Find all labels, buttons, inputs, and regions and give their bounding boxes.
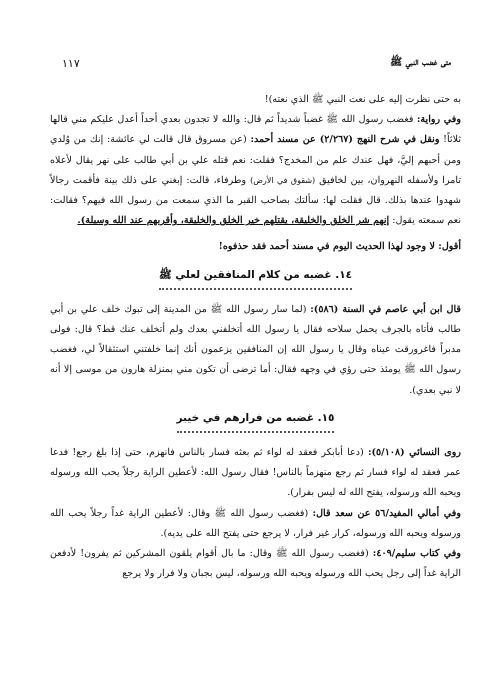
- paragraph-narration: [50, 544, 461, 584]
- paragraph-text: (فغضب رسول الله ﷺ وقال: ما بال أقوام يلقون المشركين ثم يفرون! لأدفعن الراية غداً إلى رجل يحب الله ورسوله ويحبه الله ورسوله، ليس بجبان ولا فرار ولا يرجع: [50, 548, 461, 580]
- running-title: متى غضب النبي ﷺ: [390, 57, 451, 68]
- heading-text: ١٥. غضبه من فرارهم في خيبر: [177, 408, 335, 433]
- hadith-emphasis: إنهم شر الخلق والخليقة، يقتلهم خير الخلق والخليقة، وأقربهم عند الله وسيلة).: [77, 215, 390, 227]
- heading-text: ١٤. غضبه من كلام المنافقين لعلي ﷺ: [159, 265, 352, 290]
- paragraph-text: به حتى نظرت إليه على نعت النبي ﷺ الذي نعته)!: [264, 94, 461, 105]
- section-heading-15: [50, 408, 461, 433]
- paragraph-narration: [50, 300, 461, 401]
- paragraph-narration: [50, 443, 461, 504]
- paragraph-narration: [50, 504, 461, 544]
- paragraph-text: (فغضب رسول الله ﷺ وقال: لأعطين الراية غداً رجلاً يحب الله ورسوله ويحبه الله ورسوله، كرار غير فرار، لا يرجع حتى يفتح الله على يديه).: [50, 507, 461, 539]
- paragraph-continuation: [50, 90, 461, 110]
- page-header: [62, 56, 451, 70]
- author-remark: [50, 237, 461, 257]
- paragraph-text: (دعا أبابكر فعقد له لواء ثم بعثه فسار بالناس فانهزم، حتى إذا بلغ رجع! فدعا عمر فعقد له لواء فسار ثم رجع منهزماً بالناس! فقال رسول الله: لأعطين الراية رجلاً يحب الله ورسوله ويحبه الله ورسوله، يفتح الله له ليس بفرار).: [50, 447, 461, 499]
- section-heading-14: [50, 265, 461, 290]
- paragraph-text: (عن مسروق قال قالت لي عائشة: إنك من وُلدي ومن أحبهم إليَّ، فهل عندك علم من المخدج؟ فقلت: نعم قتله علي بن أبي طالب على نهر يقال لأعلاه تامرا ولأسفله النهروان، بين لخافيق: [50, 134, 461, 186]
- source-lead: وفي كتاب سليم/٤٠٩:: [372, 548, 462, 560]
- source-citation: ونقل في شرح النهج (٢/٢٦٧) عن مسند أحمد:: [250, 134, 440, 146]
- remark-text: أقول: لا وجود لهذا الحديث اليوم في مسند أحمد فقد حذفوه!: [218, 241, 461, 253]
- gloss-note: (شقوق في الأرض): [250, 175, 316, 185]
- source-lead: روى النسائي (٥/١٠٨):: [367, 447, 461, 459]
- source-lead: وفي أمالي المفيد/٥٦ عن سعد قال:: [312, 507, 461, 519]
- paragraph-text: وطرفاء، قالت: إبغني على ذلك بينة فأقمت رجالاً شهدوا عندها بذلك. قال فقلت لها: سألتك بصاحب القبر ما الذي سمعت من رسول الله فيهم؟ فقالت: نعم سمعته يقول:: [50, 174, 461, 227]
- source-lead: وفي رواية:: [416, 114, 461, 126]
- paragraph-text: (لما سار رسول الله ﷺ من المدينة إلى تبوك خلف علي بن أبي طالب فأتاه بالجرف يحمل سلاحه فقال يا رسول الله أتخلفني بعدك ولم أتخلف عنك قط؟ قال: فولى مدبراً فاغرورقت عيناه وقال يا رسول الله إن المنافقين يزعمون أنك إنما خلفتني استثقالاً لي، فغضب رسول الله ﷺ يومئذ حتى رؤي في وجهه فقال: أما ترضى أن تكون مني بمنزلة هارون من موسى إلا أنه لا نبي بعدي).: [50, 303, 461, 396]
- paragraph-narration: [50, 110, 461, 231]
- paragraph-text: فغضب رسول الله ﷺ غضباً شديداً ثم قال: والله لا تجدون بعدي أحداً أعدل عليكم مني قالها ثلاثاً!: [50, 114, 461, 146]
- source-lead: قال ابن أبي عاصم في السنة (٥٨٦):: [310, 303, 461, 315]
- page-number: ١١٧: [62, 56, 80, 70]
- page-body: [50, 90, 461, 584]
